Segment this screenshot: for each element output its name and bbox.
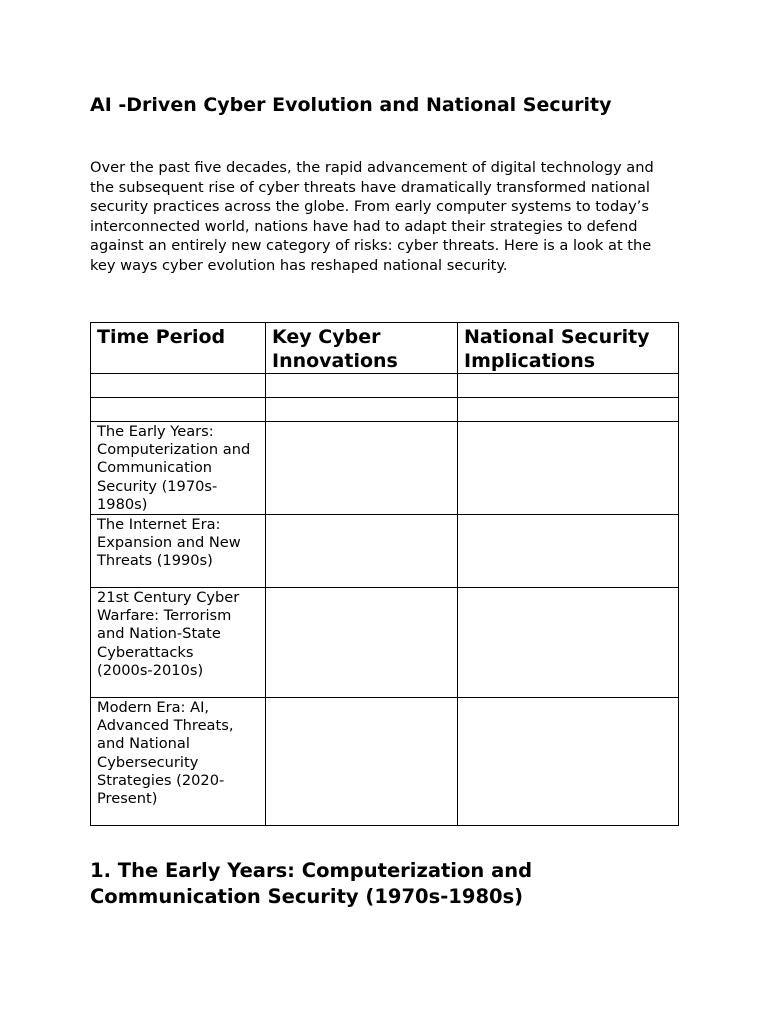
intro-line: security practices across the globe. From early computer systems to today’s (90, 198, 650, 216)
document-title: AI -Driven Cyber Evolution and National Security (90, 94, 612, 116)
header-time-period (91, 323, 266, 374)
period-line: The Early Years: (97, 423, 214, 440)
header-line: Implications (464, 350, 596, 372)
table-cell (91, 374, 266, 398)
time-period-cell (91, 515, 266, 588)
period-line: 21st Century Cyber (97, 589, 240, 607)
section-heading (90, 858, 532, 910)
innovations-cell (266, 698, 458, 826)
period-line: Strategies (2020- (97, 771, 225, 789)
intro-paragraph (90, 158, 690, 276)
period-line: Expansion and New (97, 534, 241, 552)
period-line: and Nation-State (97, 625, 221, 643)
table-cell (458, 398, 679, 422)
period-line: Computerization and (97, 441, 251, 459)
table-row (91, 588, 679, 698)
time-period-cell (91, 422, 266, 515)
period-line: Modern Era: AI, (97, 699, 210, 717)
header-line: Key Cyber (272, 326, 381, 348)
period-line: Advanced Threats, (97, 717, 234, 735)
intro-line: key ways cyber evolution has reshaped national security. (90, 256, 508, 274)
period-line: Warfare: Terrorism (97, 607, 232, 625)
cyber-evolution-table (90, 322, 679, 826)
period-line: Cyberattacks (97, 643, 194, 661)
table-row (91, 698, 679, 826)
implications-cell (458, 588, 679, 698)
intro-line: the subsequent rise of cyber threats have dramatically transformed national (90, 178, 650, 196)
time-period-cell (91, 588, 266, 698)
period-line: (2000s-2010s) (97, 661, 204, 679)
intro-line: against an entirely new category of risks: cyber threats. Here is a look at the (90, 237, 652, 255)
period-line: The Internet Era: (97, 516, 221, 534)
section-heading-line: 1. The Early Years: Computerization and (90, 859, 533, 882)
period-line: Cybersecurity (97, 753, 199, 771)
header-key-cyber-innovations (266, 323, 458, 374)
period-line: Threats (1990s) (97, 552, 213, 570)
header-line: National Security (464, 326, 650, 348)
intro-line: interconnected world, nations have had to adapt their strategies to defend (90, 217, 638, 235)
header-line: Innovations (272, 350, 398, 372)
header-line: Time Period (97, 326, 226, 348)
period-line: Communication (97, 459, 213, 477)
period-line: and National (97, 735, 190, 753)
implications-cell (458, 515, 679, 588)
period-line: 1980s) (97, 495, 148, 513)
implications-cell (458, 422, 679, 515)
table-cell (266, 374, 458, 398)
table-header-row (91, 323, 679, 374)
table-row (91, 515, 679, 588)
innovations-cell (266, 422, 458, 515)
table-row-empty (91, 398, 679, 422)
period-line: Security (1970s- (97, 477, 218, 495)
innovations-cell (266, 588, 458, 698)
table-cell (266, 398, 458, 422)
time-period-cell (91, 698, 266, 826)
table-row (91, 422, 679, 515)
period-line: Present) (97, 790, 158, 808)
innovations-cell (266, 515, 458, 588)
table-cell (458, 374, 679, 398)
table-row-empty (91, 374, 679, 398)
intro-line: Over the past five decades, the rapid advancement of digital technology and (90, 159, 654, 176)
header-national-security-implications (458, 323, 679, 374)
table-cell (91, 398, 266, 422)
section-heading-line: Communication Security (1970s-1980s) (90, 885, 524, 908)
implications-cell (458, 698, 679, 826)
